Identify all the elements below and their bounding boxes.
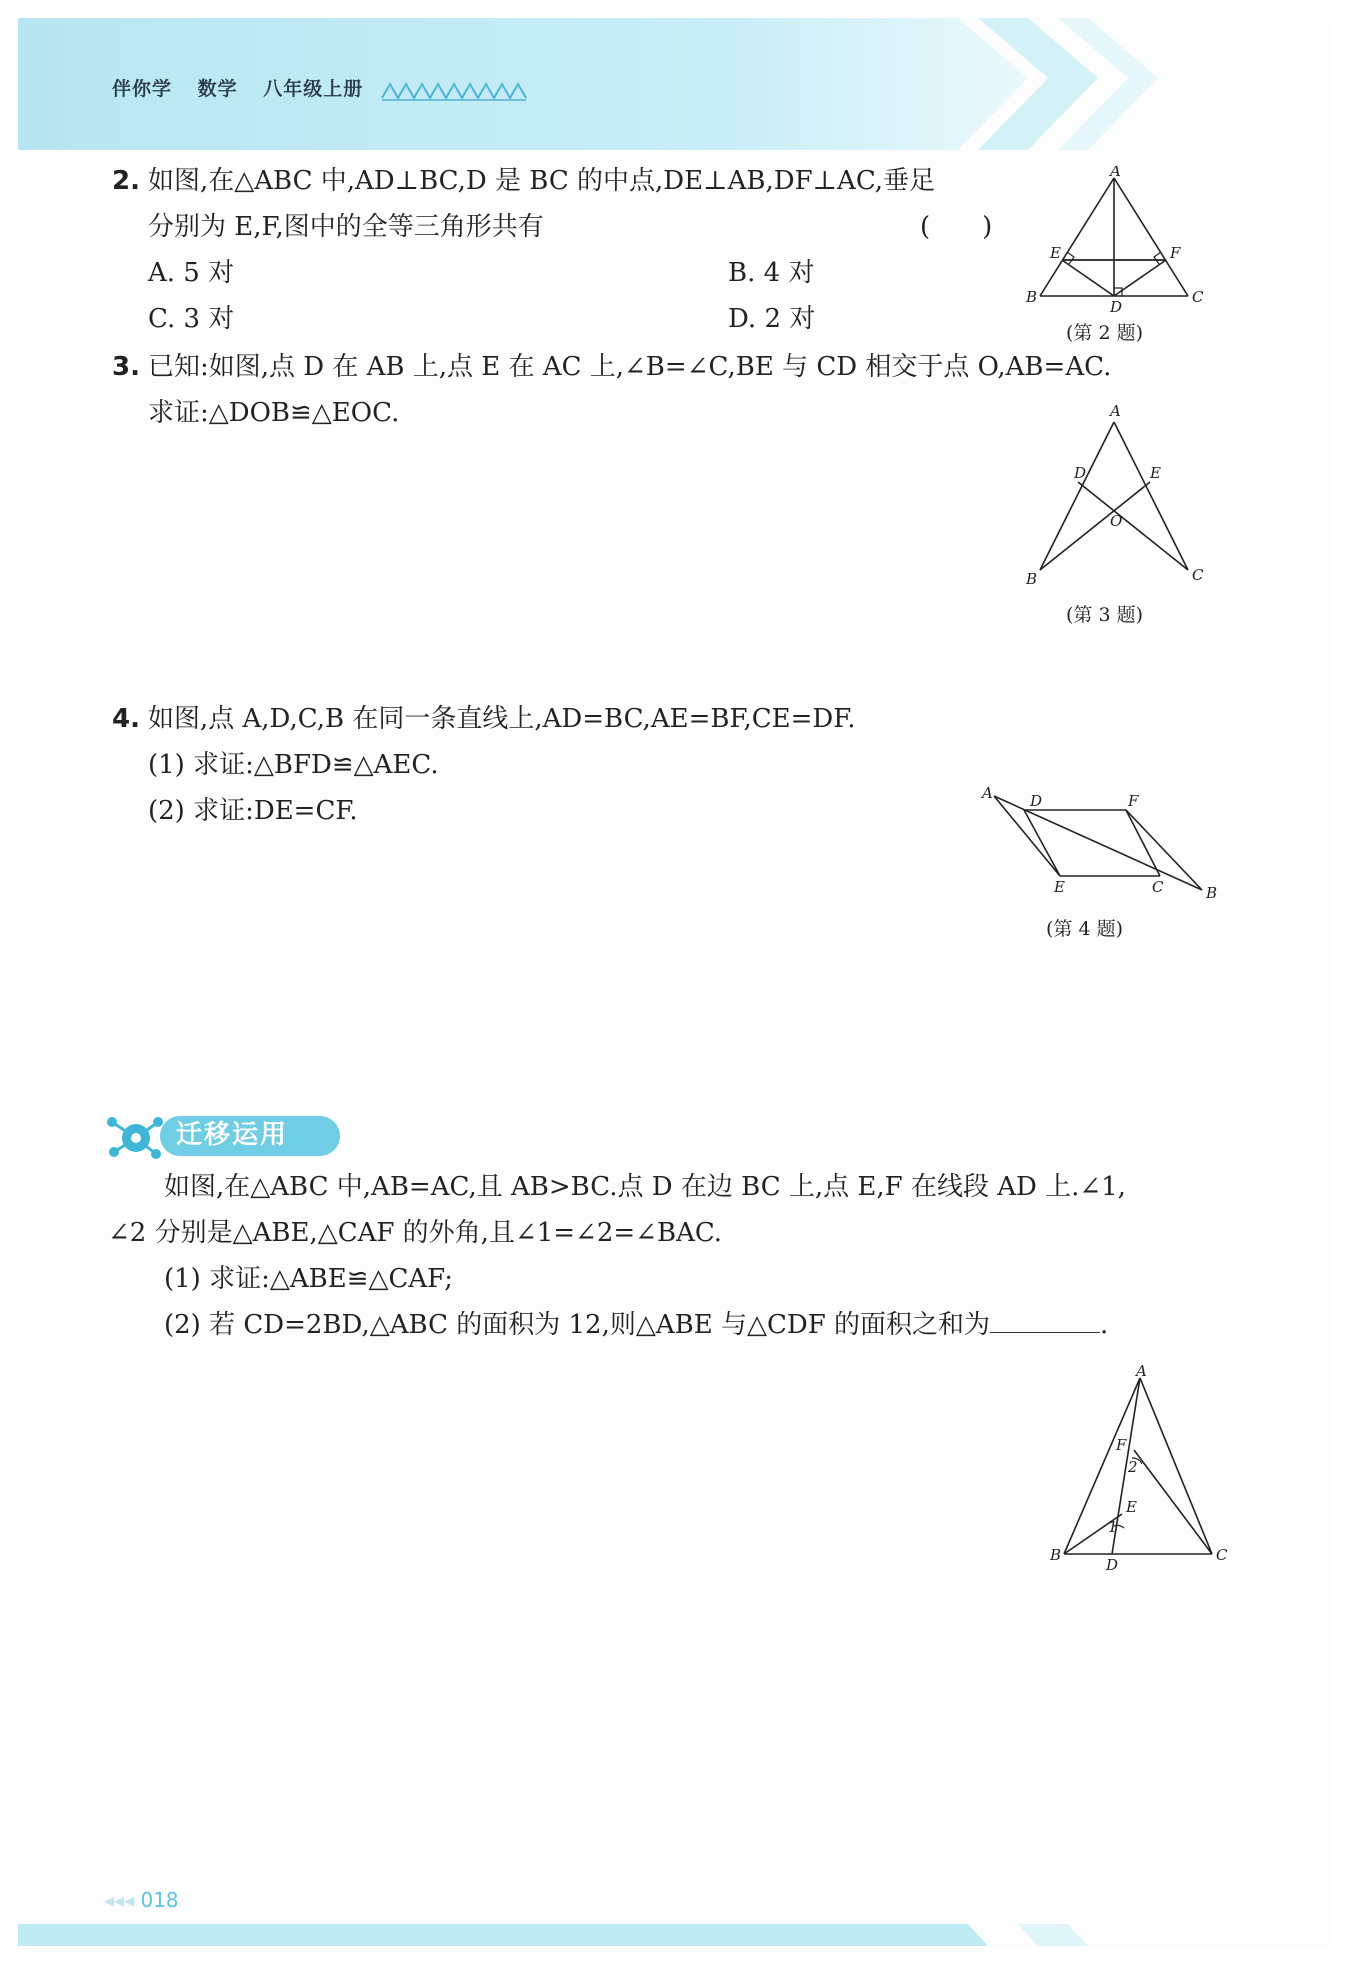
- fig2-label-f: F: [1170, 244, 1181, 262]
- fig5-label-angle-1: 1: [1108, 1518, 1118, 1536]
- header-subject: 数学: [197, 78, 238, 100]
- figure-question-2: [1020, 166, 1220, 316]
- fig3-label-a: A: [1110, 402, 1121, 420]
- question-4-line1: [112, 696, 855, 742]
- question-4-text-line1: 如图,点 A,D,C,B 在同一条直线上,AD=BC,AE=BF,CE=DF.: [147, 704, 856, 734]
- section-part-2-suffix: .: [1100, 1310, 1109, 1340]
- fig5-label-e: E: [1126, 1498, 1137, 1516]
- page-number: [104, 1888, 179, 1912]
- question-2-text-line2: 分别为 E,F,图中的全等三角形共有: [148, 212, 544, 242]
- fig2-label-b: B: [1026, 288, 1038, 306]
- fig4-label-c: C: [1152, 878, 1164, 896]
- question-4-part-1: (1) 求证:△BFD≌△AEC.: [148, 750, 439, 780]
- question-3-text-line1: 已知:如图,点 D 在 AB 上,点 E 在 AC 上,∠B=∠C,BE 与 CD 相交于点 O,AB=AC.: [147, 352, 1112, 382]
- fig4-label-f: F: [1128, 792, 1139, 810]
- fig3-label-o: O: [1110, 512, 1123, 530]
- header-book: 伴你学: [112, 78, 173, 100]
- fig3-label-c: C: [1192, 566, 1204, 584]
- section-text-line1: 如图,在△ABC 中,AB=AC,且 AB>BC.点 D 在边 BC 上,点 E,F 在线段 AD 上.∠1,: [164, 1172, 1126, 1202]
- question-4-part-2: (2) 求证:DE=CF.: [148, 796, 358, 826]
- figure-question-3: [1020, 400, 1220, 600]
- question-3-caption: (第 3 题): [1066, 604, 1143, 626]
- question-2-text-line1: 如图,在△ABC 中,AD⊥BC,D 是 BC 的中点,DE⊥AB,DF⊥AC,垂足: [147, 166, 936, 196]
- fig3-label-e: E: [1150, 464, 1161, 482]
- fig3-label-d: D: [1074, 464, 1087, 482]
- question-4-caption: (第 4 题): [1046, 918, 1123, 940]
- fig5-label-f: F: [1116, 1436, 1127, 1454]
- question-4-number: 4.: [112, 704, 140, 734]
- section-part-1: (1) 求证:△ABE≌△CAF;: [164, 1264, 454, 1294]
- header-title: [112, 74, 381, 101]
- fig4-label-d: D: [1030, 792, 1043, 810]
- answer-blank[interactable]: [990, 1304, 1100, 1333]
- fig5-label-b: B: [1050, 1546, 1062, 1564]
- figure-transfer-problem: [1044, 1364, 1244, 1584]
- question-2-number: 2.: [112, 166, 140, 196]
- question-2-option-d: D. 2 对: [728, 304, 816, 334]
- fig2-label-d: D: [1110, 298, 1123, 316]
- question-3-text-line2: 求证:△DOB≌△EOC.: [148, 398, 400, 428]
- footer-band: [18, 1918, 1332, 1946]
- fig5-label-a: A: [1136, 1364, 1147, 1380]
- question-3-line1: [112, 344, 1111, 390]
- fig2-label-a: A: [1110, 166, 1121, 180]
- section-part-2-text: (2) 若 CD=2BD,△ABC 的面积为 12,则△ABE 与△CDF 的面积之和为: [164, 1310, 991, 1340]
- header-grade: 八年级上册: [263, 78, 364, 100]
- figure-question-4: [980, 786, 1220, 906]
- question-2-option-c: C. 3 对: [148, 304, 235, 334]
- fig5-label-angle-2: 2: [1128, 1458, 1138, 1476]
- question-3-number: 3.: [112, 352, 140, 382]
- fig4-label-e: E: [1054, 878, 1065, 896]
- header-zigzag-decoration: [380, 80, 530, 102]
- fig2-label-c: C: [1192, 288, 1204, 306]
- question-2-answer-paren: ( ): [920, 212, 993, 242]
- section-part-2: [164, 1302, 1108, 1348]
- fig2-label-e: E: [1050, 244, 1061, 262]
- question-2-caption: (第 2 题): [1066, 322, 1143, 344]
- question-2-option-b: B. 4 对: [728, 258, 815, 288]
- question-2-option-a: A. 5 对: [148, 258, 235, 288]
- fig5-label-d: D: [1106, 1556, 1119, 1574]
- section-title: 迁移运用: [176, 1120, 289, 1150]
- section-text-line2: ∠2 分别是△ABE,△CAF 的外角,且∠1=∠2=∠BAC.: [108, 1218, 723, 1248]
- fig3-label-b: B: [1026, 570, 1038, 588]
- fig5-label-c: C: [1216, 1546, 1228, 1564]
- fig4-label-b: B: [1206, 884, 1218, 902]
- page-number-value: 018: [140, 1888, 179, 1912]
- page-number-arrows: ◂◂◂: [104, 1888, 141, 1912]
- question-2-line1: [112, 158, 935, 204]
- fig4-label-a: A: [982, 786, 993, 802]
